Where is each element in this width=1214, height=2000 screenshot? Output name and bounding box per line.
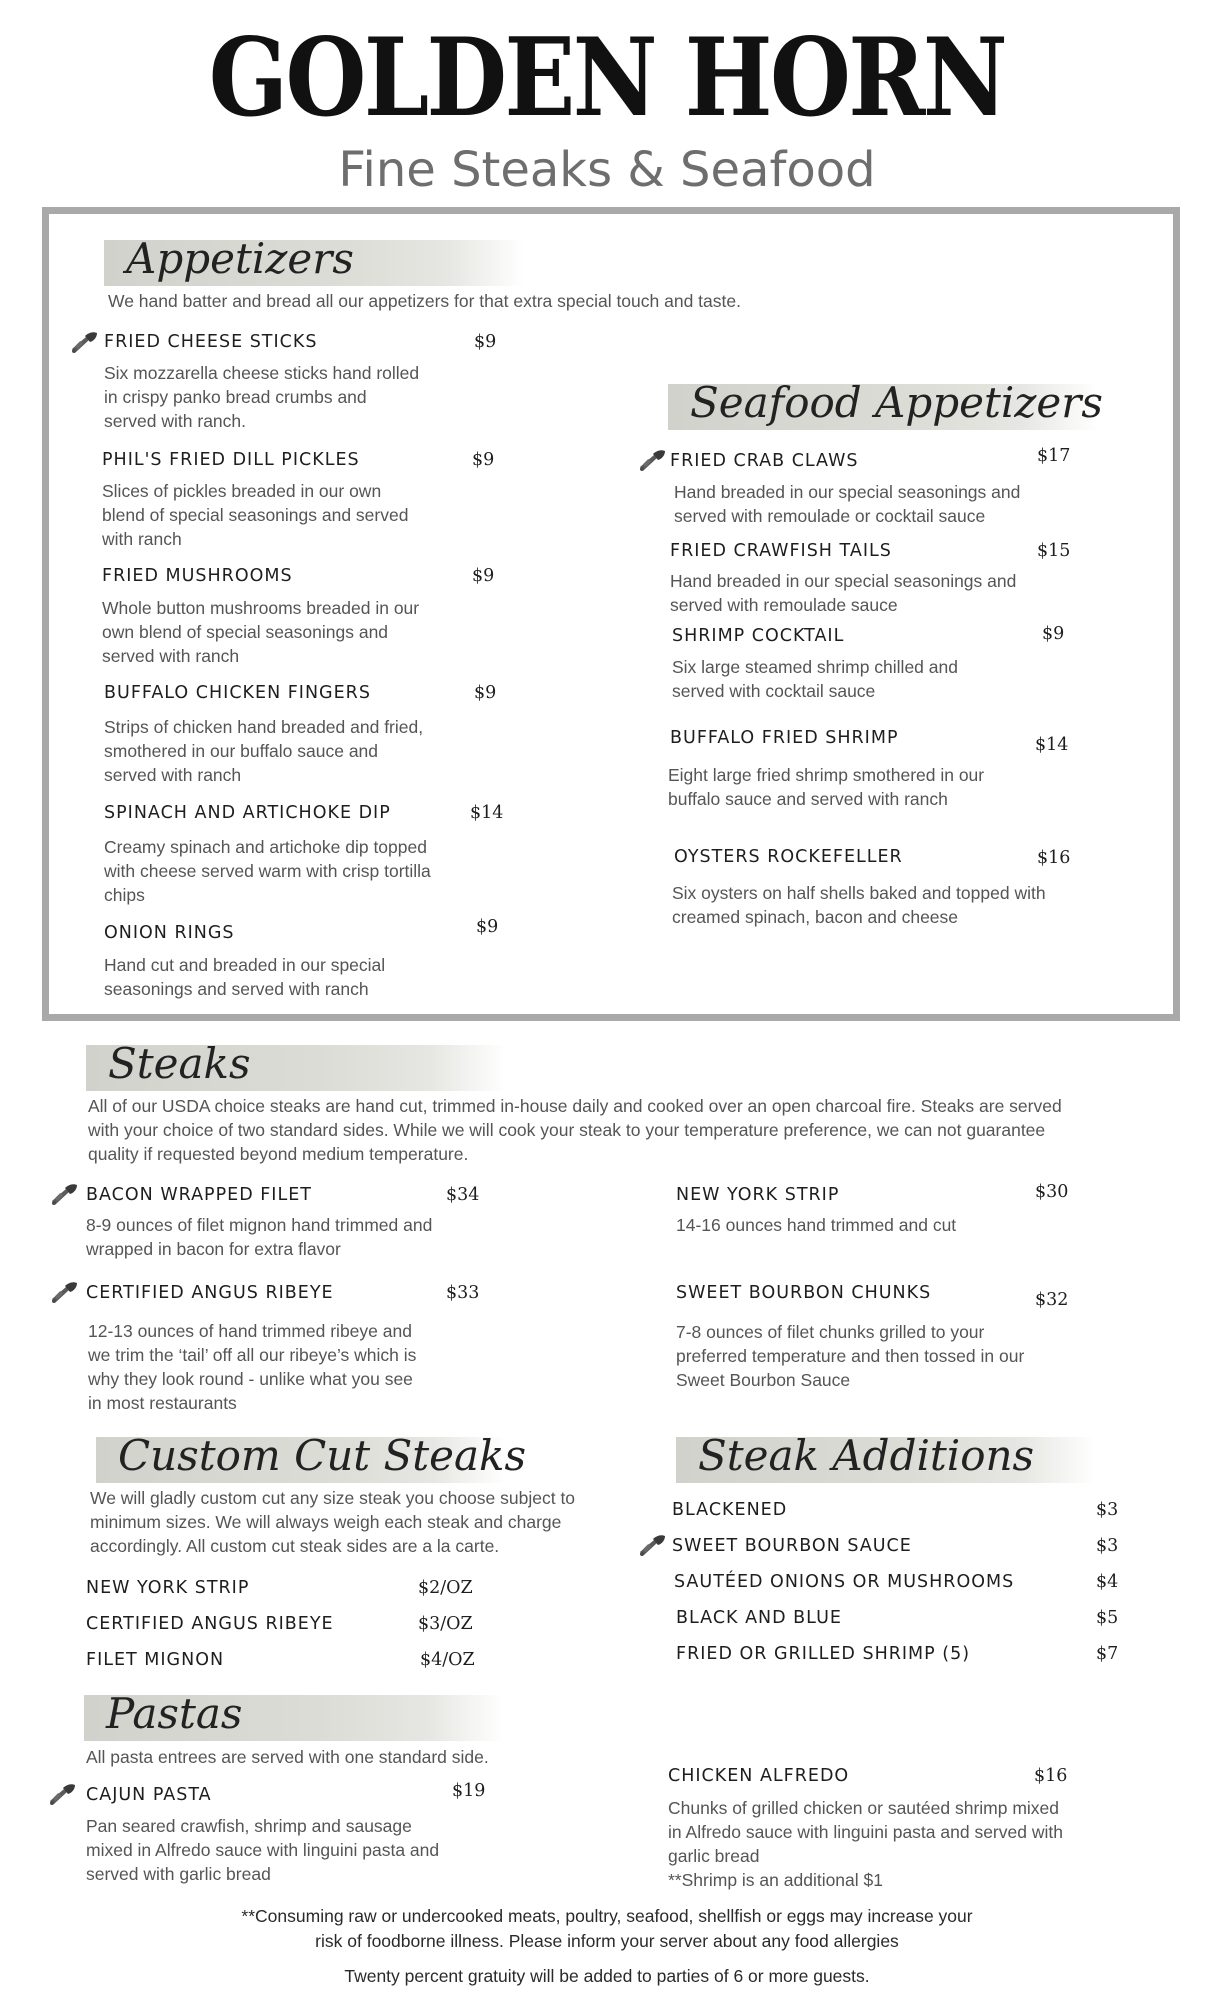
menu-item-description: Hand breaded in our special seasonings and served with remoulade sauce [670,571,1017,615]
menu-item-name: FRIED CRAWFISH TAILS [670,541,892,561]
menu-item-description: 7-8 ounces of filet chunks grilled to your preferred temperature and then tossed in our Sweet Bourbon Sauce [676,1322,1025,1390]
menu-item-name: BACON WRAPPED FILET [86,1185,312,1205]
menu-item-description: 12-13 ounces of hand trimmed ribeye and we trim the ‘tail’ off all our ribeye’s which is why they look round - unlike what you see in most restaurants [88,1321,417,1413]
menu-item-price: $33 [446,1283,480,1303]
menu-item-name: CERTIFIED ANGUS RIBEYE [86,1614,334,1634]
steaks-banner [86,1039,506,1091]
menu-item-description: Six large steamed shrimp chilled and served with cocktail sauce [672,657,958,701]
menu-item-price: $19 [452,1781,486,1801]
menu-item-name: SPINACH AND ARTICHOKE DIP [104,803,391,823]
menu-item-price: $7 [1096,1644,1119,1664]
trumpet-icon [48,1784,76,1808]
menu-item-name: NEW YORK STRIP [86,1578,250,1598]
pastas-title: Pastas [106,1689,243,1738]
menu-item-price: $16 [1034,1766,1068,1786]
trumpet-icon [70,332,98,356]
menu-item-price: $15 [1037,541,1071,561]
menu-item-price: $16 [1037,848,1071,868]
pastas-intro: All pasta entrees are served with one standard side. [86,1747,489,1767]
brand-name: GOLDEN HORN [208,15,1006,141]
menu-item-name: CERTIFIED ANGUS RIBEYE [86,1283,334,1303]
menu-item-description: Whole button mushrooms breaded in our own blend of special seasonings and served with ranch [102,598,420,666]
appetizers-intro: We hand batter and bread all our appetizers for that extra special touch and taste. [108,291,741,311]
menu-item-price: $2/OZ [418,1578,473,1598]
footer-warning-line-2: risk of foodborne illness. Please inform your server about any food allergies [315,1931,899,1951]
menu-item-name: BUFFALO CHICKEN FINGERS [104,683,371,703]
menu-item-price: $4 [1096,1572,1119,1592]
steaks-title: Steaks [108,1039,251,1088]
footer-gratuity: Twenty percent gratuity will be added to parties of 6 or more guests. [344,1966,870,1986]
menu-item-price: $34 [446,1185,480,1205]
menu-item-description: Six mozzarella cheese sticks hand rolled in crispy panko bread crumbs and served with ranch. [104,363,420,431]
trumpet-icon [638,450,666,474]
menu-item-name: BLACK AND BLUE [676,1608,842,1628]
pastas-banner [84,1689,504,1741]
menu-item-price: $3 [1096,1536,1119,1556]
custom-banner [96,1431,527,1483]
menu-item-description: Hand breaded in our special seasonings and served with remoulade or cocktail sauce [674,482,1021,526]
additions-banner [676,1431,1096,1483]
menu-item-description: 14-16 ounces hand trimmed and cut [676,1215,957,1235]
seafood-title: Seafood Appetizers [690,378,1103,427]
menu-item-price: $3 [1096,1500,1119,1520]
menu-item-price: $30 [1035,1182,1069,1202]
additions-title: Steak Additions [698,1431,1035,1480]
steaks-intro: All of our USDA choice steaks are hand cut, trimmed in-house daily and cooked over an open charcoal fire. Steaks are served with your choice of two standard sides. While we will cook your steak to your temperature preference, we can not guarantee quality if requested beyond medium temperature. [88,1096,1062,1164]
menu-item-name: OYSTERS ROCKEFELLER [674,847,903,867]
menu-item-price: $9 [476,917,499,937]
menu-item-name: SAUTÉED ONIONS OR MUSHROOMS [674,1572,1015,1592]
footer-warning-line-1: **Consuming raw or undercooked meats, poultry, seafood, shellfish or eggs may increase your [241,1906,973,1926]
appetizers-title: Appetizers [126,234,354,283]
trumpet-icon [50,1184,78,1208]
menu-item-price: $32 [1035,1290,1069,1310]
menu-item-description: Pan seared crawfish, shrimp and sausage mixed in Alfredo sauce with linguini pasta and served with garlic bread [86,1816,440,1884]
menu-item-price: $14 [1035,735,1069,755]
menu-item-description: Hand cut and breaded in our special seasonings and served with ranch [104,955,386,999]
menu-item-name: CHICKEN ALFREDO [668,1766,850,1786]
menu-item-name: CAJUN PASTA [86,1785,212,1805]
menu-item-description: Chunks of grilled chicken or sautéed shrimp mixed in Alfredo sauce with linguini pasta and served with garlic bread [668,1798,1063,1866]
menu-item-name: SHRIMP COCKTAIL [672,626,845,646]
menu-item-price: $5 [1096,1608,1119,1628]
menu-item-description: Eight large fried shrimp smothered in our buffalo sauce and served with ranch [668,765,985,809]
menu-item-price: $9 [1042,624,1065,644]
menu-item-price: $9 [474,332,497,352]
menu-item-name: BLACKENED [672,1500,788,1520]
custom-title: Custom Cut Steaks [118,1431,527,1480]
menu-item-name: ONION RINGS [104,923,235,943]
seafood-banner [668,378,1103,430]
menu-item-description: Strips of chicken hand breaded and fried, smothered in our buffalo sauce and served with ranch [104,717,424,785]
appetizers-banner [104,234,524,286]
menu-item-name: PHIL'S FRIED DILL PICKLES [102,450,360,470]
menu-item-name: FRIED CHEESE STICKS [104,332,318,352]
menu-item-price: $3/OZ [418,1614,473,1634]
brand-tagline: Fine Steaks & Seafood [338,142,876,198]
menu-item-name: SWEET BOURBON CHUNKS [676,1283,932,1303]
menu-item-description: Creamy spinach and artichoke dip topped with cheese served warm with crisp tortilla chips [104,837,431,905]
menu-item-price: $9 [474,683,497,703]
menu-item-name: BUFFALO FRIED SHRIMP [670,728,899,748]
menu-item-description: 8-9 ounces of filet mignon hand trimmed and wrapped in bacon for extra flavor [86,1215,433,1259]
menu-item-name: FRIED MUSHROOMS [102,566,293,586]
menu-item-name: FILET MIGNON [86,1650,225,1670]
menu-item-price: $17 [1037,446,1071,466]
custom-intro: We will gladly custom cut any size steak you choose subject to minimum sizes. We will always weigh each steak and charge accordingly. All custom cut steak sides are a la carte. [90,1488,576,1556]
menu-item-name: SWEET BOURBON SAUCE [672,1536,912,1556]
menu-item-description: Slices of pickles breaded in our own blend of special seasonings and served with ranch [102,481,409,549]
menu-item-name: FRIED OR GRILLED SHRIMP (5) [676,1644,971,1664]
menu-item-price: $14 [470,803,504,823]
menu-item-price: $9 [472,450,495,470]
trumpet-icon [50,1282,78,1306]
menu-item-description: Six oysters on half shells baked and topped with creamed spinach, bacon and cheese [672,883,1046,927]
menu-item-name: NEW YORK STRIP [676,1185,840,1205]
menu-item-price: $9 [472,566,495,586]
trumpet-icon [638,1535,666,1559]
menu-item-note: **Shrimp is an additional $1 [668,1870,883,1890]
menu-item-name: FRIED CRAB CLAWS [670,451,859,471]
menu-item-price: $4/OZ [420,1650,475,1670]
